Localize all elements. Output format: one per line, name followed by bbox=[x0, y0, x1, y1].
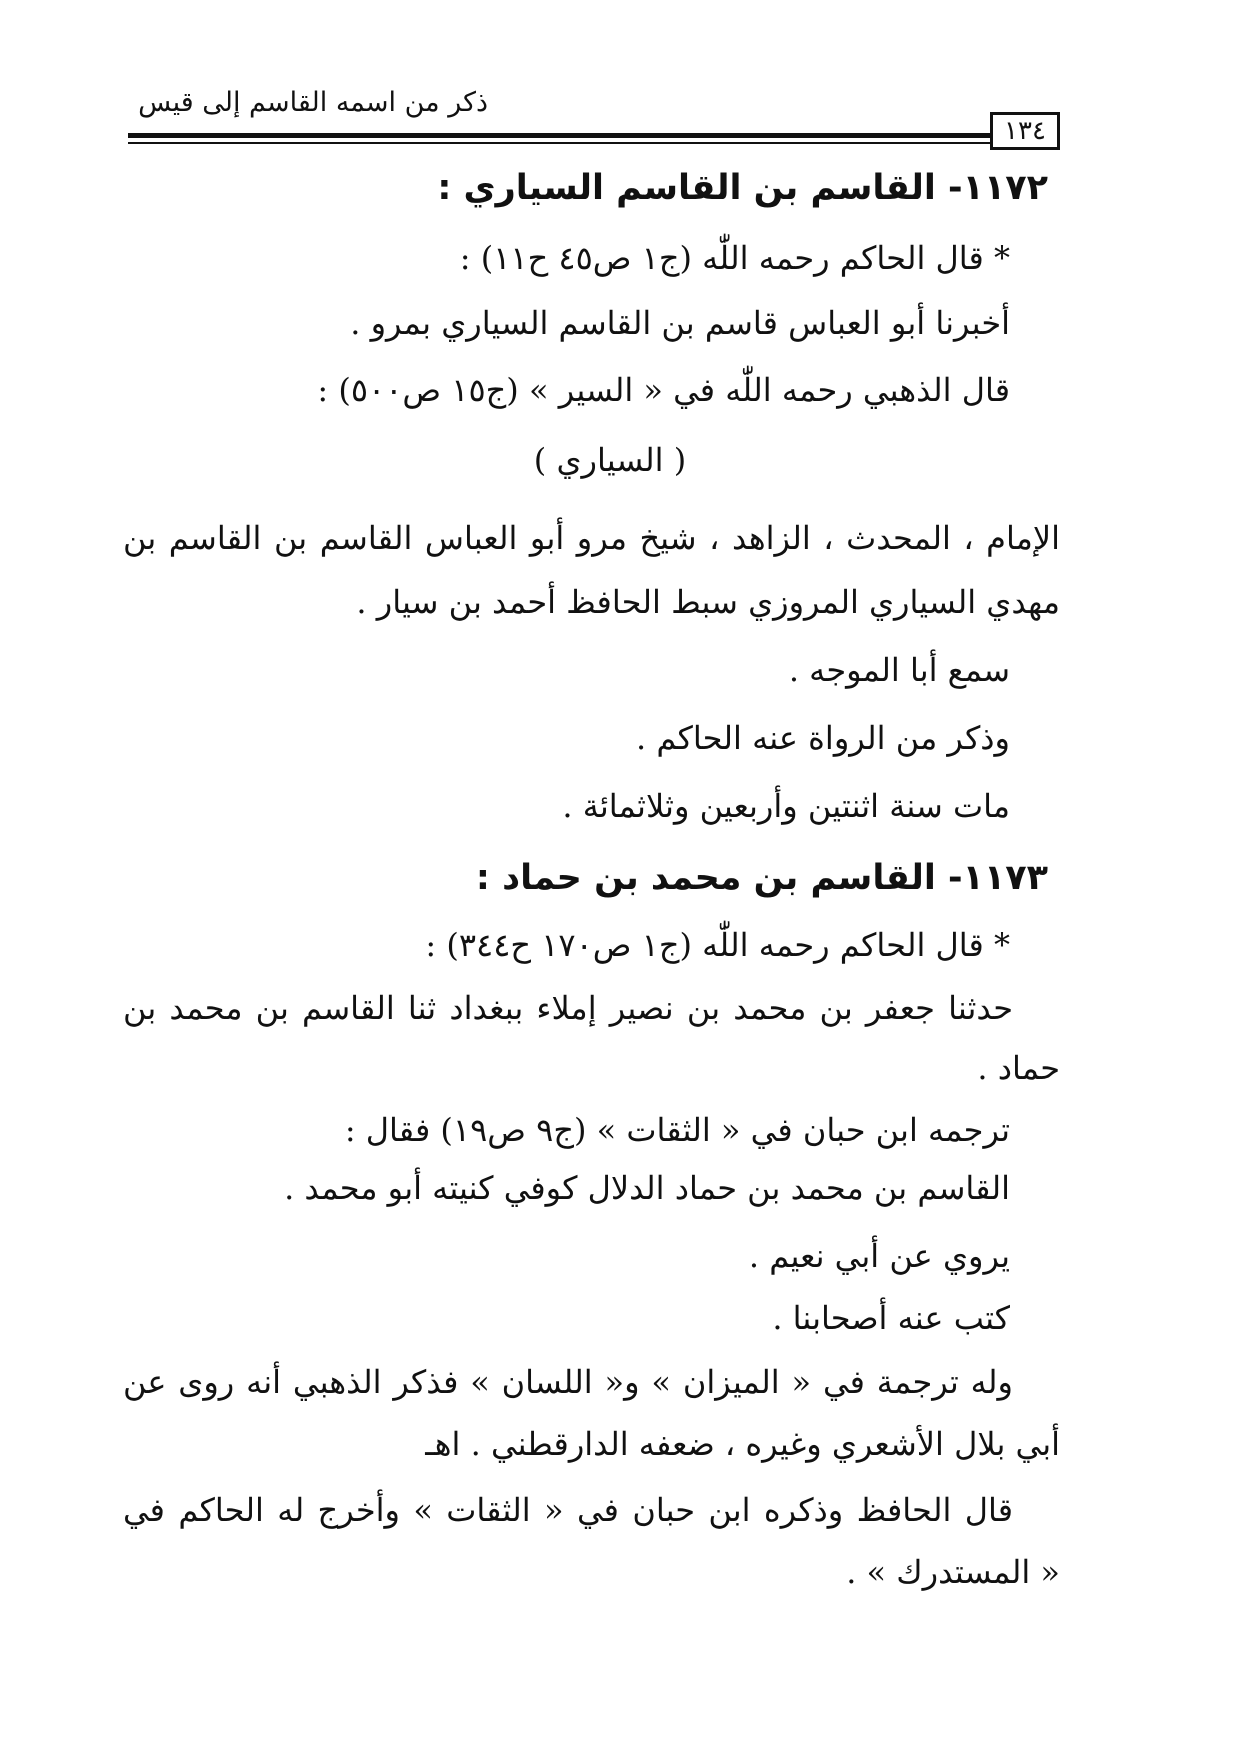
text-line: سمع أبا الموجه . bbox=[788, 651, 1010, 689]
text-line: كتب عنه أصحابنا . bbox=[772, 1299, 1010, 1337]
text-line: القاسم بن محمد بن حماد الدلال كوفي كنيته أبو محمد . bbox=[284, 1169, 1010, 1207]
text-line: مهدي السياري المروزي سبط الحافظ أحمد بن سيار . bbox=[356, 583, 1060, 621]
text-line: وذكر من الرواة عنه الحاكم . bbox=[635, 719, 1010, 757]
text-line: قال الحافظ وذكره ابن حبان في « الثقات » وأخرج له الحاكم في bbox=[123, 1491, 1013, 1529]
text-line: وله ترجمة في « الميزان » و« اللسان » فذكر الذهبي أنه روى عن bbox=[123, 1363, 1013, 1401]
text-line: « المستدرك » . bbox=[846, 1553, 1060, 1591]
running-title: ذكر من اسمه القاسم إلى قيس bbox=[138, 87, 488, 118]
page-number: ١٣٤ bbox=[990, 112, 1060, 150]
citation-line: * قال الحاكم رحمه اللّٰه (ج١ ص٤٥ ح١١) : bbox=[459, 239, 1010, 277]
text-line: مات سنة اثنتين وأربعين وثلاثمائة . bbox=[562, 787, 1010, 825]
citation-line: قال الذهبي رحمه اللّٰه في « السير » (ج١٥ ص٥٠٠) : bbox=[317, 371, 1010, 409]
header-rule-thin bbox=[128, 142, 990, 144]
text-line: الإمام ، المحدث ، الزاهد ، شيخ مرو أبو العباس القاسم بن القاسم بن bbox=[123, 519, 1060, 557]
citation-line: * قال الحاكم رحمه اللّٰه (ج١ ص١٧٠ ح٣٤٤) : bbox=[425, 926, 1010, 964]
text-line: حماد . bbox=[977, 1049, 1060, 1087]
entry-heading-1172: ١١٧٢- القاسم بن القاسم السياري : bbox=[437, 168, 1048, 208]
citation-line: ترجمه ابن حبان في « الثقات » (ج٩ ص١٩) فقال : bbox=[344, 1111, 1010, 1149]
text-line: أبي بلال الأشعري وغيره ، ضعفه الدارقطني . اهـ bbox=[425, 1425, 1060, 1463]
text-line: يروي عن أبي نعيم . bbox=[748, 1237, 1010, 1275]
header-rule-thick bbox=[128, 133, 990, 138]
entry-heading-1173: ١١٧٣- القاسم بن محمد بن حماد : bbox=[475, 858, 1048, 898]
nisba-subheading: ( السياري ) bbox=[533, 441, 687, 479]
text-line: أخبرنا أبو العباس قاسم بن القاسم السياري بمرو . bbox=[350, 304, 1010, 342]
text-line: حدثنا جعفر بن محمد بن نصير إملاء ببغداد ثنا القاسم بن محمد بن bbox=[123, 989, 1013, 1027]
